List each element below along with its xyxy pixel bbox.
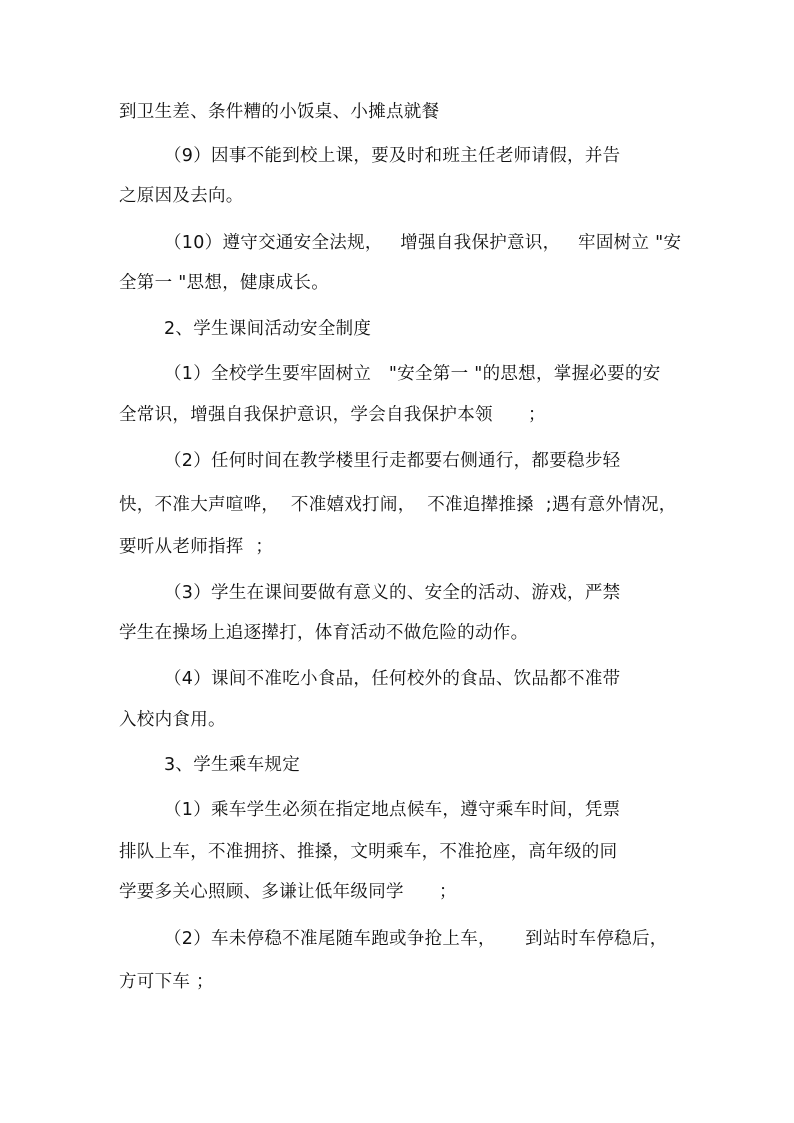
text-line: 到卫生差、条件糟的小饭桌、小摊点就餐 bbox=[119, 102, 440, 122]
text-line: 入校内食用。 bbox=[119, 710, 226, 730]
text-line: 排队上车，不准拥挤、推搡，文明乘车，不准抢座，高年级的同 bbox=[119, 842, 618, 862]
text-line: （1）全校学生要牢固树立 "安全第一 "的思想，掌握必要的安 bbox=[164, 364, 661, 384]
text-line: （10）遵守交通安全法规， 增强自我保护意识， 牢固树立 "安 bbox=[164, 233, 682, 253]
text-line: 学生在操场上追逐撵打，体育活动不做危险的动作。 bbox=[119, 623, 529, 643]
text-line: （2）车未停稳不准尾随车跑或争抢上车， 到站时车停稳后， bbox=[164, 929, 668, 949]
text-line: （4）课间不准吃小食品，任何校外的食品、饮品都不准带 bbox=[164, 669, 621, 689]
text-line: 方可下车 ； bbox=[119, 972, 214, 992]
text-line: 全第一 "思想，健康成长。 bbox=[119, 273, 330, 293]
text-line: （3）学生在课间要做有意义的、安全的活动、游戏，严禁 bbox=[164, 583, 621, 603]
text-line: （2）任何时间在教学楼里行走都要右侧通行，都要稳步轻 bbox=[164, 451, 621, 471]
text-line: 学要多关心照顾、多谦让低年级同学 ； bbox=[119, 882, 457, 902]
text-line: 之原因及去向。 bbox=[119, 186, 244, 206]
text-line: 要听从老师指挥 ； bbox=[119, 537, 274, 557]
section-heading: 3、学生乘车规定 bbox=[164, 755, 301, 775]
text-line: （1）乘车学生必须在指定地点候车，遵守乘车时间，凭票 bbox=[164, 800, 621, 820]
section-heading: 2、学生课间活动安全制度 bbox=[164, 319, 372, 339]
text-line: （9）因事不能到校上课，要及时和班主任老师请假，并告 bbox=[164, 146, 621, 166]
text-line: 快，不准大声喧哗， 不准嬉戏打闹， 不准追撵推搡 ;遇有意外情况， bbox=[119, 495, 677, 515]
text-line: 全常识，增强自我保护意识，学会自我保护本领 ； bbox=[119, 405, 546, 425]
